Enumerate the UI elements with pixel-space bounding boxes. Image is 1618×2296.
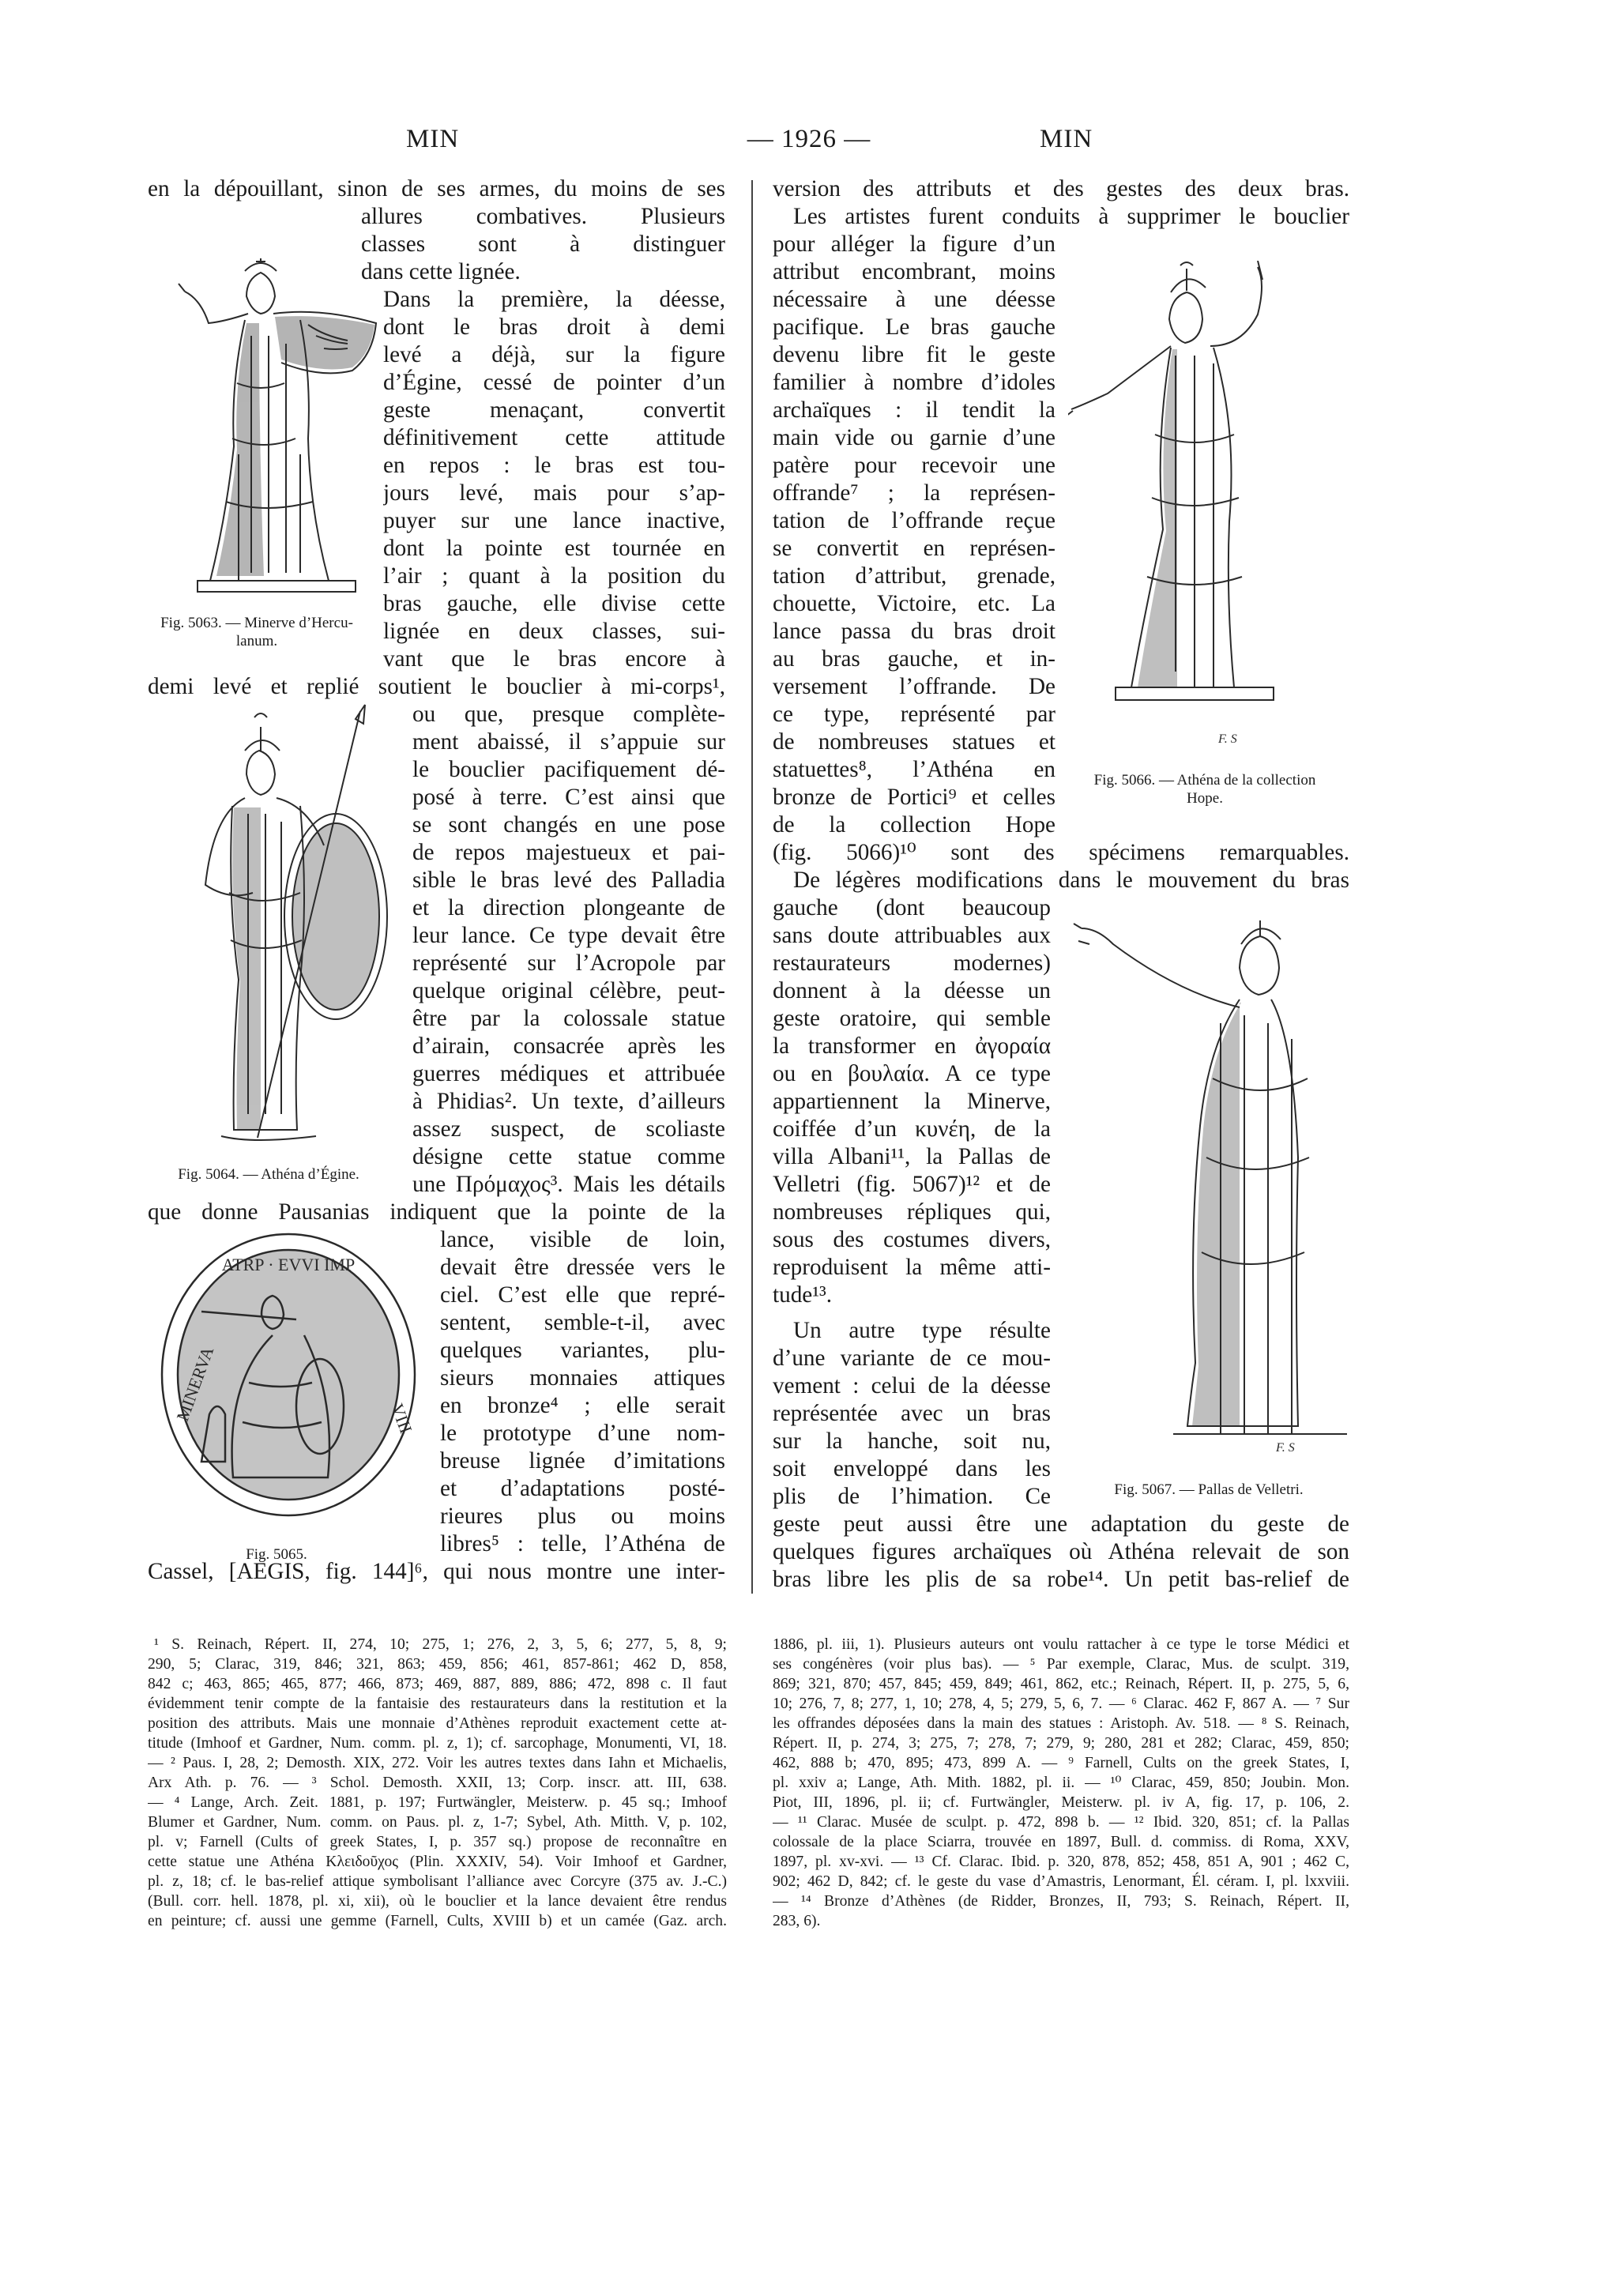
text-line: villa Albani¹¹, la Pallas de: [773, 1144, 1051, 1169]
text-line: appartiennent la Minerve,: [773, 1089, 1051, 1114]
text-line: et la direction plongeante de: [412, 895, 725, 920]
text-line: dont le bras droit à demi: [383, 314, 725, 340]
text-line: sous des costumes divers,: [773, 1227, 1051, 1252]
text-line: allures combatives. Plusieurs: [361, 204, 725, 229]
text-line: d’airain, consacrée après les: [412, 1033, 725, 1059]
figure-5064-illustration: [166, 703, 403, 1161]
text-line: archaïques : il tendit la: [773, 397, 1055, 423]
text-line: représenté sur l’Acropole par: [412, 950, 725, 976]
text-line: en la dépouillant, sinon de ses armes, du moins de ses: [148, 176, 725, 201]
text-line: plis de l’himation. Ce: [773, 1484, 1051, 1509]
text-line: bras libre les plis de sa robe¹⁴. Un petit bas-relief de: [773, 1567, 1349, 1592]
text-line: ou que, presque complète-: [412, 702, 725, 727]
footnote-line: évidemment tenir compte de la fantaisie des restaurateurs dans la restitution et la: [148, 1696, 727, 1712]
footnote-line: les offrandes déposées dans la main des statues : Aristoph. Av. 518. — ⁸ S. Reinach,: [773, 1715, 1349, 1732]
text-line: l’air ; quant à la position du: [383, 563, 725, 589]
text-line: Les artistes furent conduits à supprimer le bouclier: [793, 204, 1349, 229]
footnote-line: ¹ S. Reinach, Répert. II, 274, 10; 275, 1; 276, 2, 3, 5, 6; 277, 5, 8, 9;: [154, 1636, 727, 1653]
text-line: que donne Pausanias indiquent que la pointe de la: [148, 1199, 725, 1225]
text-line: tude¹³.: [773, 1282, 833, 1308]
text-line: en bronze⁴ ; elle serait: [440, 1393, 725, 1418]
text-line: De légères modifications dans le mouvement du bras: [793, 868, 1349, 893]
footnote-line: Piot, III, 1896, pl. ii; cf. Furtwängler, Meisterw. pl. iv A, fig. 17, p. 106, 2.: [773, 1794, 1349, 1811]
text-line: breuse lignée d’imitations: [440, 1448, 725, 1474]
text-line: d’une variante de ce mou-: [773, 1346, 1051, 1371]
footnote-line: pl. v; Farnell (Cults of greek States, I, p. 357 sq.) propose de reconnaître en: [148, 1834, 727, 1850]
running-head-left: MIN: [406, 125, 460, 153]
text-line: le bouclier pacifiquement dé-: [412, 757, 725, 782]
text-line: version des attributs et des gestes des deux bras.: [773, 176, 1349, 201]
text-line: familier à nombre d’idoles: [773, 370, 1055, 395]
coin-legend-left: MINERVA: [172, 1343, 218, 1424]
text-line: classes sont à distinguer: [361, 231, 725, 257]
figure-5065-caption: Fig. 5065.: [246, 1546, 307, 1563]
footnote-line: position des attributs. Mais une monnaie d’Athènes reproduit exactement cette at-: [148, 1715, 727, 1732]
text-line: nécessaire à une déesse: [773, 287, 1055, 312]
page-number: — 1926 —: [747, 125, 871, 153]
text-line: offrande⁷ ; la représen-: [773, 480, 1055, 506]
figure-5066-illustration: [1068, 261, 1345, 751]
footnote-line: — ² Paus. I, 28, 2; Demosth. XIX, 272. Voir les autres textes dans Iahn et Michaelis,: [148, 1755, 727, 1771]
text-line: pour alléger la figure d’un: [773, 231, 1055, 257]
footnote-line: titude (Imhoof et Gardner, Num. comm. pl. z, 1); cf. sarcophage, Monumenti, VI, 18.: [148, 1735, 727, 1752]
text-line: puyer sur une lance inactive,: [383, 508, 725, 533]
text-line: définitivement cette attitude: [383, 425, 725, 450]
text-line: le prototype d’une nom-: [440, 1421, 725, 1446]
figure-5067-signature: F. S: [1276, 1441, 1295, 1455]
text-line: la transformer en ἀγοραία: [773, 1033, 1051, 1059]
footnote-line: 10; 276, 7, 8; 277, 1, 10; 278, 4, 5; 279, 5, 6, 7. — ⁶ Clarac. 462 F, 867 A. — ⁷ Sur: [773, 1696, 1349, 1712]
footnote-line: 1886, pl. iii, 1). Plusieurs auteurs ont voulu rattacher à ce type le torse Médici et: [773, 1636, 1349, 1653]
text-line: jours levé, mais pour s’ap-: [383, 480, 725, 506]
coin-legend-right: VIII: [387, 1401, 416, 1436]
footnote-line: 462, 888 b; 470, 895; 473, 899 A. — ⁹ Farnell, Cults on the greek States, I,: [773, 1755, 1349, 1771]
text-line: quelques figures archaïques où Athéna relevait de son: [773, 1539, 1349, 1564]
text-line: pacifique. Le bras gauche: [773, 314, 1055, 340]
text-line: ou en βουλαία. A ce type: [773, 1061, 1051, 1086]
running-head-right: MIN: [1040, 125, 1093, 153]
footnote-line: 902; 462 D, 842; cf. le geste du vase d’Amastris, Lenormant, Él. céram. I, pl. lxxviii.: [773, 1873, 1349, 1890]
text-line: d’Égine, cessé de pointer d’un: [383, 370, 725, 395]
text-line: libres⁵ : telle, l’Athéna de: [440, 1531, 725, 1556]
text-line: leur lance. Ce type devait être: [412, 923, 725, 948]
footnote-line: Arx Ath. p. 76. — ³ Schol. Demosth. XXII, 13; Corp. inscr. att. III, 638.: [148, 1775, 727, 1791]
text-line: de nombreuses statues et: [773, 729, 1055, 755]
figure-5067-caption: Fig. 5067. — Pallas de Velletri.: [1114, 1481, 1304, 1498]
footnote-line: 842 c; 463, 865; 465, 877; 466, 873; 469, 887, 889, 886; 472, 898 c. Il faut: [148, 1676, 727, 1692]
text-line: sur la hanche, soit nu,: [773, 1428, 1051, 1454]
text-line: quelque original célèbre, peut-: [412, 978, 725, 1003]
text-line: à Phidias². Un texte, d’ailleurs: [412, 1089, 725, 1114]
footnote-line: pl. z, 18; cf. le bas-relief attique symbolisant l’alliance avec Corcyre (375 av. J.-C.): [148, 1873, 727, 1890]
text-line: ciel. C’est elle que repré-: [440, 1282, 725, 1308]
text-line: devenu libre fit le geste: [773, 342, 1055, 367]
text-line: Cassel, [AEGIS, fig. 144]⁶, qui nous montre une inter-: [148, 1559, 725, 1584]
text-line: posé à terre. C’est ainsi que: [412, 785, 725, 810]
footnote-line: Répert. II, p. 274, 3; 275, 7; 278, 7; 279, 9; 280, 281 et 282; Clarac, 459, 850;: [773, 1735, 1349, 1752]
text-line: une Πρόμαχος³. Mais les détails: [412, 1172, 725, 1197]
text-line: patère pour recevoir une: [773, 453, 1055, 478]
text-line: Velletri (fig. 5067)¹² et de: [773, 1172, 1051, 1197]
figure-5064-caption: Fig. 5064. — Athéna d’Égine.: [178, 1166, 359, 1183]
text-line: et d’adaptations posté-: [440, 1476, 725, 1501]
text-line: être par la colossale statue: [412, 1006, 725, 1031]
text-line: ce type, représenté par: [773, 702, 1055, 727]
footnote-line: ses congénères (voir plus bas). — ⁵ Par exemple, Clarac, Mus. de sculpt. 319,: [773, 1656, 1349, 1673]
text-line: vant que le bras encore à: [383, 646, 725, 672]
text-line: bras gauche, elle divise cette: [383, 591, 725, 616]
footnote-line: Blumer et Gardner, Num. comm. on Paus. pl. z, 1-7; Sybel, Ath. Mitth. V, p. 102,: [148, 1814, 727, 1831]
text-line: sentent, semble-t-il, avec: [440, 1310, 725, 1335]
text-line: geste peut aussi être une adaptation du geste de: [773, 1511, 1349, 1537]
footnote-line: (Bull. corr. hell. 1878, pl. xi, xii), où le bouclier et la lance devaient être rendus: [148, 1893, 727, 1910]
text-line: assez suspect, de scoliaste: [412, 1116, 725, 1142]
text-line: chouette, Victoire, etc. La: [773, 591, 1055, 616]
text-line: (fig. 5066)¹⁰ sont des spécimens remarquables.: [773, 840, 1349, 865]
text-line: sieurs monnaies attiques: [440, 1365, 725, 1391]
text-line: geste menaçant, convertit: [383, 397, 725, 423]
text-line: rieures plus ou moins: [440, 1504, 725, 1529]
figure-5063-caption: Fig. 5063. — Minerve d’Hercu- lanum.: [160, 615, 353, 649]
figure-5066-caption: Fig. 5066. — Athéna de la collection Hope.: [1093, 772, 1316, 807]
footnote-line: colossale de la place Sciarra, trouvée en 1897, Bull. d. commiss. di Roma, XXV,: [773, 1834, 1349, 1850]
text-line: au bras gauche, et in-: [773, 646, 1055, 672]
text-line: quelques variantes, plu-: [440, 1338, 725, 1363]
text-line: se sont changés en une pose: [412, 812, 725, 837]
footnote-line: 283, 6).: [773, 1913, 821, 1929]
footnote-line: en peinture; cf. aussi une gemme (Farnell, Cults, XVIII b) et un camée (Gaz. arch.: [148, 1913, 727, 1929]
text-line: gauche (dont beaucoup: [773, 895, 1051, 920]
text-line: ment abaissé, il s’appuie sur: [412, 729, 725, 755]
text-line: bronze de Portici⁹ et celles: [773, 785, 1055, 810]
footnote-line: 1897, pl. xv-xvi. — ¹³ Cf. Clarac. Ibid. p. 320, 878, 852; 458, 851 A, 901 ; 462 C,: [773, 1854, 1349, 1870]
footnote-line: 869; 321, 870; 457, 845; 459, 849; 461, 862, etc.; Reinach, Répert. II, p. 275, 5, 6,: [773, 1676, 1349, 1692]
text-line: lignée en deux classes, sui-: [383, 619, 725, 644]
text-line: tation de l’offrande reçue: [773, 508, 1055, 533]
text-line: de la collection Hope: [773, 812, 1055, 837]
figure-5067-illustration: [1063, 920, 1355, 1458]
text-line: coiffée d’un κυνέη, de la: [773, 1116, 1051, 1142]
text-line: désigne cette statue comme: [412, 1144, 725, 1169]
text-line: soit enveloppé dans les: [773, 1456, 1051, 1481]
footnote-line: pl. xxiv a; Lange, Ath. Mith. 1882, pl. ii. — ¹⁰ Clarac, 459, 850; Joubin. Mon.: [773, 1775, 1349, 1791]
text-line: nombreuses répliques qui,: [773, 1199, 1051, 1225]
text-line: représentée avec un bras: [773, 1401, 1051, 1426]
text-line: en repos : le bras est tou-: [383, 453, 725, 478]
coin-legend-top: ATRP · EVVI IMP: [221, 1255, 356, 1274]
footnote-line: — ¹⁴ Bronze d’Athènes (de Ridder, Bronzes, II, 793; S. Reinach, Répert. II,: [773, 1893, 1349, 1910]
footnote-line: 290, 5; Clarac, 319, 846; 321, 863; 459, 856; 461, 857-861; 462 D, 858,: [148, 1656, 727, 1673]
text-line: levé a déjà, sur la figure: [383, 342, 725, 367]
figure-5063-illustration: [150, 257, 387, 612]
text-line: sible le bras levé des Palladia: [412, 868, 725, 893]
text-line: dans cette lignée.: [361, 259, 521, 284]
text-line: geste oratoire, qui semble: [773, 1006, 1051, 1031]
footnote-line: — ¹¹ Clarac. Musée de sculpt. p. 472, 898 b. — ¹² Ibid. 320, 851; cf. la Pallas: [773, 1814, 1349, 1831]
text-line: lance passa du bras droit: [773, 619, 1055, 644]
text-line: de repos majestueux et pai-: [412, 840, 725, 865]
text-line: sans doute attribuables aux: [773, 923, 1051, 948]
footnote-line: cette statue une Athéna Κλειδοῦχος (Plin. XXXIV, 54). Voir Imhoof et Gardner,: [148, 1854, 727, 1870]
text-line: demi levé et replié soutient le bouclier à mi-corps¹,: [148, 674, 725, 699]
text-line: dont la pointe est tournée en: [383, 536, 725, 561]
text-line: reproduisent la même atti-: [773, 1255, 1051, 1280]
text-line: statuettes⁸, l’Athéna en: [773, 757, 1055, 782]
text-line: donnent à la déesse un: [773, 978, 1051, 1003]
text-line: Un autre type résulte: [793, 1318, 1051, 1343]
text-line: main vide ou garnie d’une: [773, 425, 1055, 450]
figure-5066-signature: F. S: [1218, 732, 1237, 746]
text-line: versement l’offrande. De: [773, 674, 1055, 699]
text-line: lance, visible de loin,: [440, 1227, 725, 1252]
figure-5065-coin: [154, 1225, 423, 1541]
text-line: se convertit en représen-: [773, 536, 1055, 561]
text-line: devait être dressée vers le: [440, 1255, 725, 1280]
text-line: attribut encombrant, moins: [773, 259, 1055, 284]
text-line: restaurateurs modernes): [773, 950, 1051, 976]
footnote-line: — ⁴ Lange, Arch. Zeit. 1881, p. 197; Furtwängler, Meisterw. p. 45 sq.; Imhoof: [148, 1794, 727, 1811]
text-line: vement : celui de la déesse: [773, 1373, 1051, 1398]
text-line: Dans la première, la déesse,: [383, 287, 725, 312]
text-line: tation d’attribut, grenade,: [773, 563, 1055, 589]
text-line: guerres médiques et attribuée: [412, 1061, 725, 1086]
column-rule: [751, 180, 753, 1594]
